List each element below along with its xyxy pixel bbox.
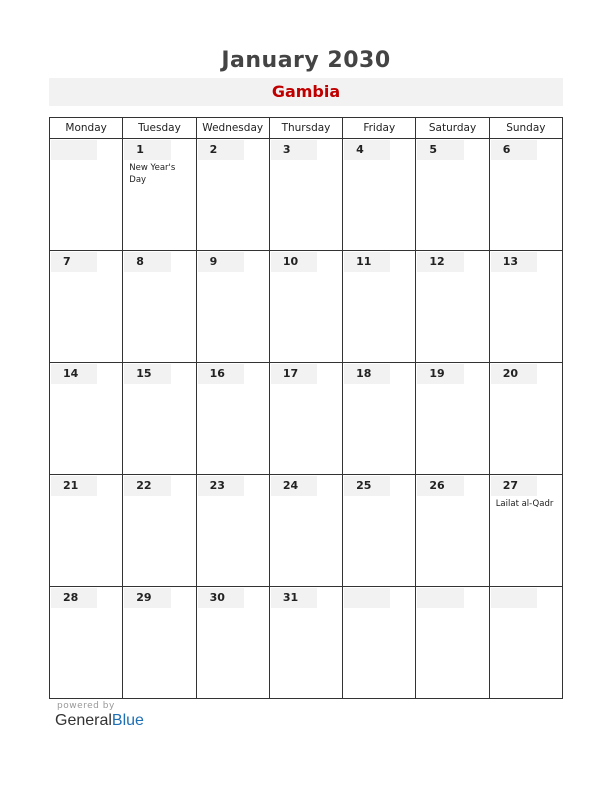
country-name: Gambia: [271, 82, 341, 101]
weekday-saturday: Saturday: [416, 118, 489, 139]
day-cell[interactable]: [343, 475, 416, 587]
day-cell[interactable]: [489, 251, 562, 363]
weekday-tuesday: Tuesday: [123, 118, 196, 139]
day-number: [491, 588, 537, 608]
day-number: 11: [344, 252, 390, 272]
day-number: 29: [124, 588, 170, 608]
day-cell[interactable]: [123, 139, 196, 251]
day-number: 12: [417, 252, 463, 272]
day-number: 2: [198, 140, 244, 160]
day-cell[interactable]: [50, 139, 123, 251]
day-number: 5: [417, 140, 463, 160]
week-row: [50, 139, 563, 251]
day-number: 24: [271, 476, 317, 496]
day-number: 22: [124, 476, 170, 496]
day-cell[interactable]: [269, 587, 342, 699]
day-cell[interactable]: [343, 363, 416, 475]
day-number: 1: [124, 140, 170, 160]
calendar-title: January 2030: [221, 48, 391, 73]
day-number: 20: [491, 364, 537, 384]
day-cell[interactable]: [123, 475, 196, 587]
day-number: 31: [271, 588, 317, 608]
generalblue-logo[interactable]: [55, 712, 144, 730]
day-number: 18: [344, 364, 390, 384]
day-cell[interactable]: [123, 587, 196, 699]
day-number: 23: [198, 476, 244, 496]
day-number: 8: [124, 252, 170, 272]
day-cell[interactable]: [50, 475, 123, 587]
day-cell[interactable]: [343, 251, 416, 363]
powered-by-text: powered by: [57, 701, 115, 711]
day-cell[interactable]: [343, 139, 416, 251]
day-cell[interactable]: [50, 363, 123, 475]
day-cell[interactable]: [196, 475, 269, 587]
day-cell[interactable]: [489, 139, 562, 251]
weekday-thursday: Thursday: [269, 118, 342, 139]
weekday-header-row: [50, 118, 563, 139]
day-cell[interactable]: [269, 139, 342, 251]
day-number: 26: [417, 476, 463, 496]
day-number: 27: [491, 476, 537, 496]
day-number: 3: [271, 140, 317, 160]
day-cell[interactable]: [269, 363, 342, 475]
day-cell[interactable]: [50, 251, 123, 363]
day-cell[interactable]: [196, 139, 269, 251]
day-cell[interactable]: [416, 251, 489, 363]
day-number: 19: [417, 364, 463, 384]
day-cell[interactable]: [416, 475, 489, 587]
day-number: 9: [198, 252, 244, 272]
day-cell[interactable]: [489, 475, 562, 587]
day-number: 21: [51, 476, 97, 496]
day-number: 16: [198, 364, 244, 384]
holiday-label: Lailat al-Qadr: [495, 499, 554, 509]
day-number: 13: [491, 252, 537, 272]
weekday-friday: Friday: [343, 118, 416, 139]
calendar-weeks: [50, 139, 563, 699]
day-cell[interactable]: [416, 139, 489, 251]
day-cell[interactable]: [269, 251, 342, 363]
day-cell[interactable]: [123, 363, 196, 475]
day-cell[interactable]: [196, 251, 269, 363]
day-number: [417, 588, 463, 608]
day-cell[interactable]: [123, 251, 196, 363]
holiday-label: New Year's Day: [129, 163, 176, 185]
country-banner: [49, 78, 563, 106]
day-cell[interactable]: [489, 363, 562, 475]
week-row: [50, 251, 563, 363]
day-number: 14: [51, 364, 97, 384]
day-number: 15: [124, 364, 170, 384]
week-row: [50, 587, 563, 699]
weekday-wednesday: Wednesday: [196, 118, 269, 139]
day-number: 6: [491, 140, 537, 160]
day-number: 7: [51, 252, 97, 272]
day-number: [51, 140, 97, 160]
day-number: 25: [344, 476, 390, 496]
day-number: 10: [271, 252, 317, 272]
day-cell[interactable]: [269, 475, 342, 587]
logo-general: General: [55, 712, 112, 729]
day-number: 4: [344, 140, 390, 160]
weekday-sunday: Sunday: [489, 118, 562, 139]
calendar-grid: [49, 117, 563, 699]
day-cell[interactable]: [416, 587, 489, 699]
week-row: [50, 363, 563, 475]
day-cell[interactable]: [343, 587, 416, 699]
day-cell[interactable]: [50, 587, 123, 699]
day-cell[interactable]: [196, 587, 269, 699]
day-number: 17: [271, 364, 317, 384]
logo-blue: Blue: [111, 712, 144, 729]
day-cell[interactable]: [416, 363, 489, 475]
day-number: 30: [198, 588, 244, 608]
day-cell[interactable]: [196, 363, 269, 475]
day-number: 28: [51, 588, 97, 608]
day-cell[interactable]: [489, 587, 562, 699]
week-row: [50, 475, 563, 587]
day-number: [344, 588, 390, 608]
weekday-monday: Monday: [50, 118, 123, 139]
